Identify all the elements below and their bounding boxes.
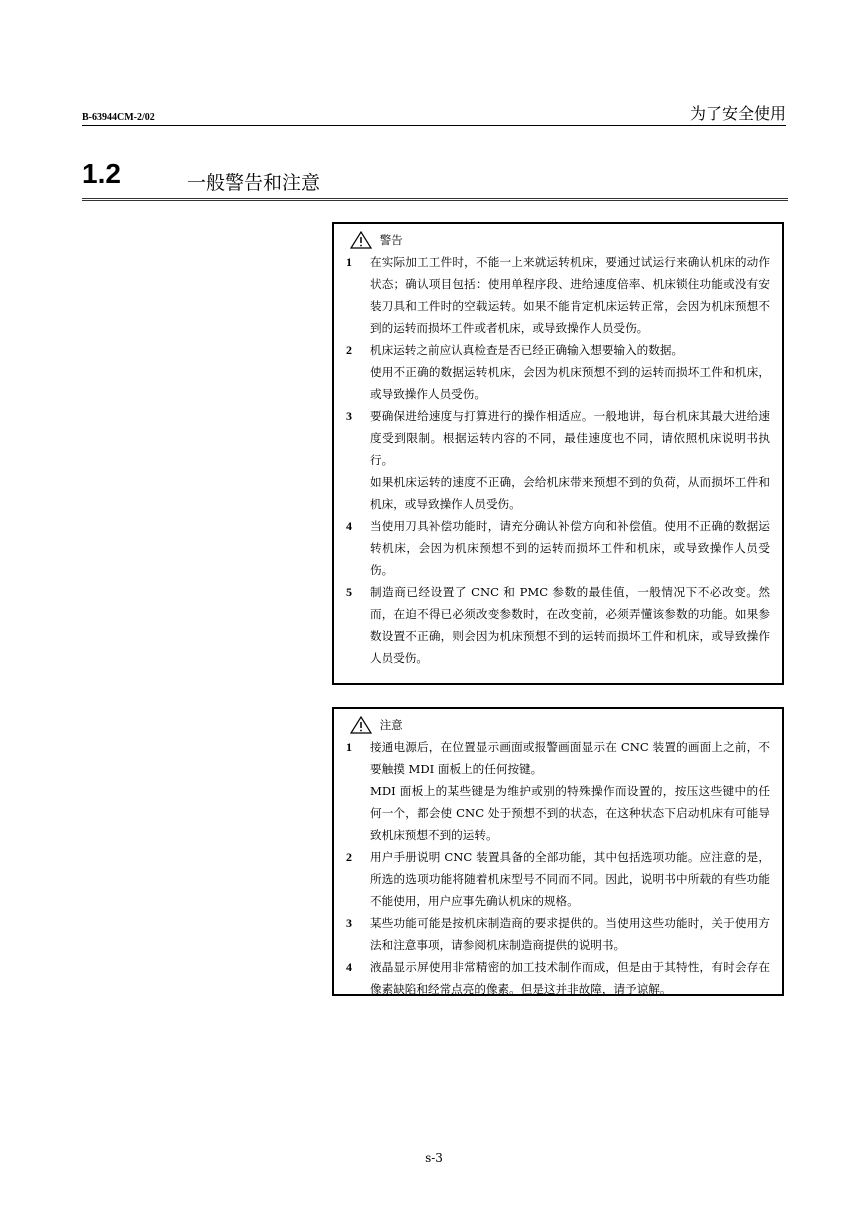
item-paragraph: 机床运转之前应认真检查是否已经正确输入想要输入的数据。 — [370, 343, 684, 357]
section-title: 一般警告和注意 — [187, 172, 321, 194]
document-code: B-63944CM-2/02 — [82, 112, 155, 123]
list-item — [346, 912, 770, 956]
warning-box — [332, 222, 784, 685]
warning-label: 警告 — [379, 233, 403, 247]
item-number: 4 — [346, 960, 352, 974]
caution-header — [346, 712, 770, 736]
item-paragraph: 用户手册说明 CNC 装置具备的全部功能，其中包括选项功能。应注意的是，所选的选项功能将随着机床型号不同而不同。因此，说明书中所载的有些功能不能使用，用户应事先确认机床的规格。 — [370, 850, 770, 908]
warning-header — [346, 227, 770, 251]
item-paragraph: 接通电源后，在位置显示画面或报警画面显示在 CNC 装置的画面上之前，不要触摸 MDI 面板上的任何按键。 — [370, 740, 770, 776]
section-heading — [82, 158, 788, 201]
item-number: 5 — [346, 585, 352, 599]
page-header — [82, 103, 786, 126]
list-item — [346, 251, 770, 339]
header-title: 为了安全使用 — [689, 104, 786, 123]
list-item — [346, 581, 770, 669]
list-item — [346, 515, 770, 581]
caution-label: 注意 — [379, 718, 403, 732]
item-number: 1 — [346, 740, 352, 754]
item-paragraph: 当使用刀具补偿功能时，请充分确认补偿方向和补偿值。使用不正确的数据运转机床，会因为机床预想不到的运转而损坏工件和机床，或导致操作人员受伤。 — [370, 519, 770, 577]
warning-triangle-icon — [350, 231, 372, 249]
item-paragraph: 使用不正确的数据运转机床，会因为机床预想不到的运转而损坏工件和机床，或导致操作人员受伤。 — [370, 365, 770, 401]
item-paragraph: 要确保进给速度与打算进行的操作相适应。一般地讲，每台机床其最大进给速度受到限制。根据运转内容的不同，最佳速度也不同，请依照机床说明书执行。 — [370, 409, 770, 467]
item-paragraph: 制造商已经设置了 CNC 和 PMC 参数的最佳值，一般情况下不必改变。然而，在迫不得已必须改变参数时，在改变前，必须弄懂该参数的功能。如果参数设置不正确，则会因为机床预想不到的运转而损坏工件和机床，或导致操作人员受伤。 — [370, 585, 770, 665]
caution-list — [346, 736, 770, 1000]
list-item — [346, 846, 770, 912]
item-paragraph: MDI 面板上的某些键是为维护或别的特殊操作而设置的，按压这些键中的任何一个，都会使 CNC 处于预想不到的状态，在这种状态下启动机床有可能导致机床预想不到的运转。 — [370, 784, 770, 842]
item-paragraph: 液晶显示屏使用非常精密的加工技术制作而成，但是由于其特性，有时会存在像素缺陷和经常点亮的像素。但是这并非故障，请予谅解。 — [370, 960, 770, 996]
item-number: 1 — [346, 255, 352, 269]
item-number: 2 — [346, 850, 352, 864]
item-paragraph: 如果机床运转的速度不正确，会给机床带来预想不到的负荷，从而损坏工件和机床，或导致操作人员受伤。 — [370, 475, 770, 511]
list-item — [346, 956, 770, 1000]
item-paragraph: 在实际加工工件时，不能一上来就运转机床，要通过试运行来确认机床的动作状态；确认项目包括：使用单程序段、进给速度倍率、机床锁住功能或没有安装刀具和工件时的空载运转。如果不能肯定机床运转正常，会因为机床预想不到的运转而损坏工件或者机床，或导致操作人员受伤。 — [370, 255, 770, 335]
item-number: 3 — [346, 409, 352, 423]
section-number: 1.2 — [82, 158, 121, 189]
item-number: 2 — [346, 343, 352, 357]
page-number: s-3 — [425, 1151, 443, 1165]
warning-triangle-icon — [350, 716, 372, 734]
item-number: 3 — [346, 916, 352, 930]
warning-list — [346, 251, 770, 669]
item-number: 4 — [346, 519, 352, 533]
list-item — [346, 736, 770, 846]
item-paragraph: 某些功能可能是按机床制造商的要求提供的。当使用这些功能时，关于使用方法和注意事项，请参阅机床制造商提供的说明书。 — [370, 916, 770, 952]
list-item — [346, 339, 770, 405]
caution-box — [332, 707, 784, 996]
list-item — [346, 405, 770, 515]
